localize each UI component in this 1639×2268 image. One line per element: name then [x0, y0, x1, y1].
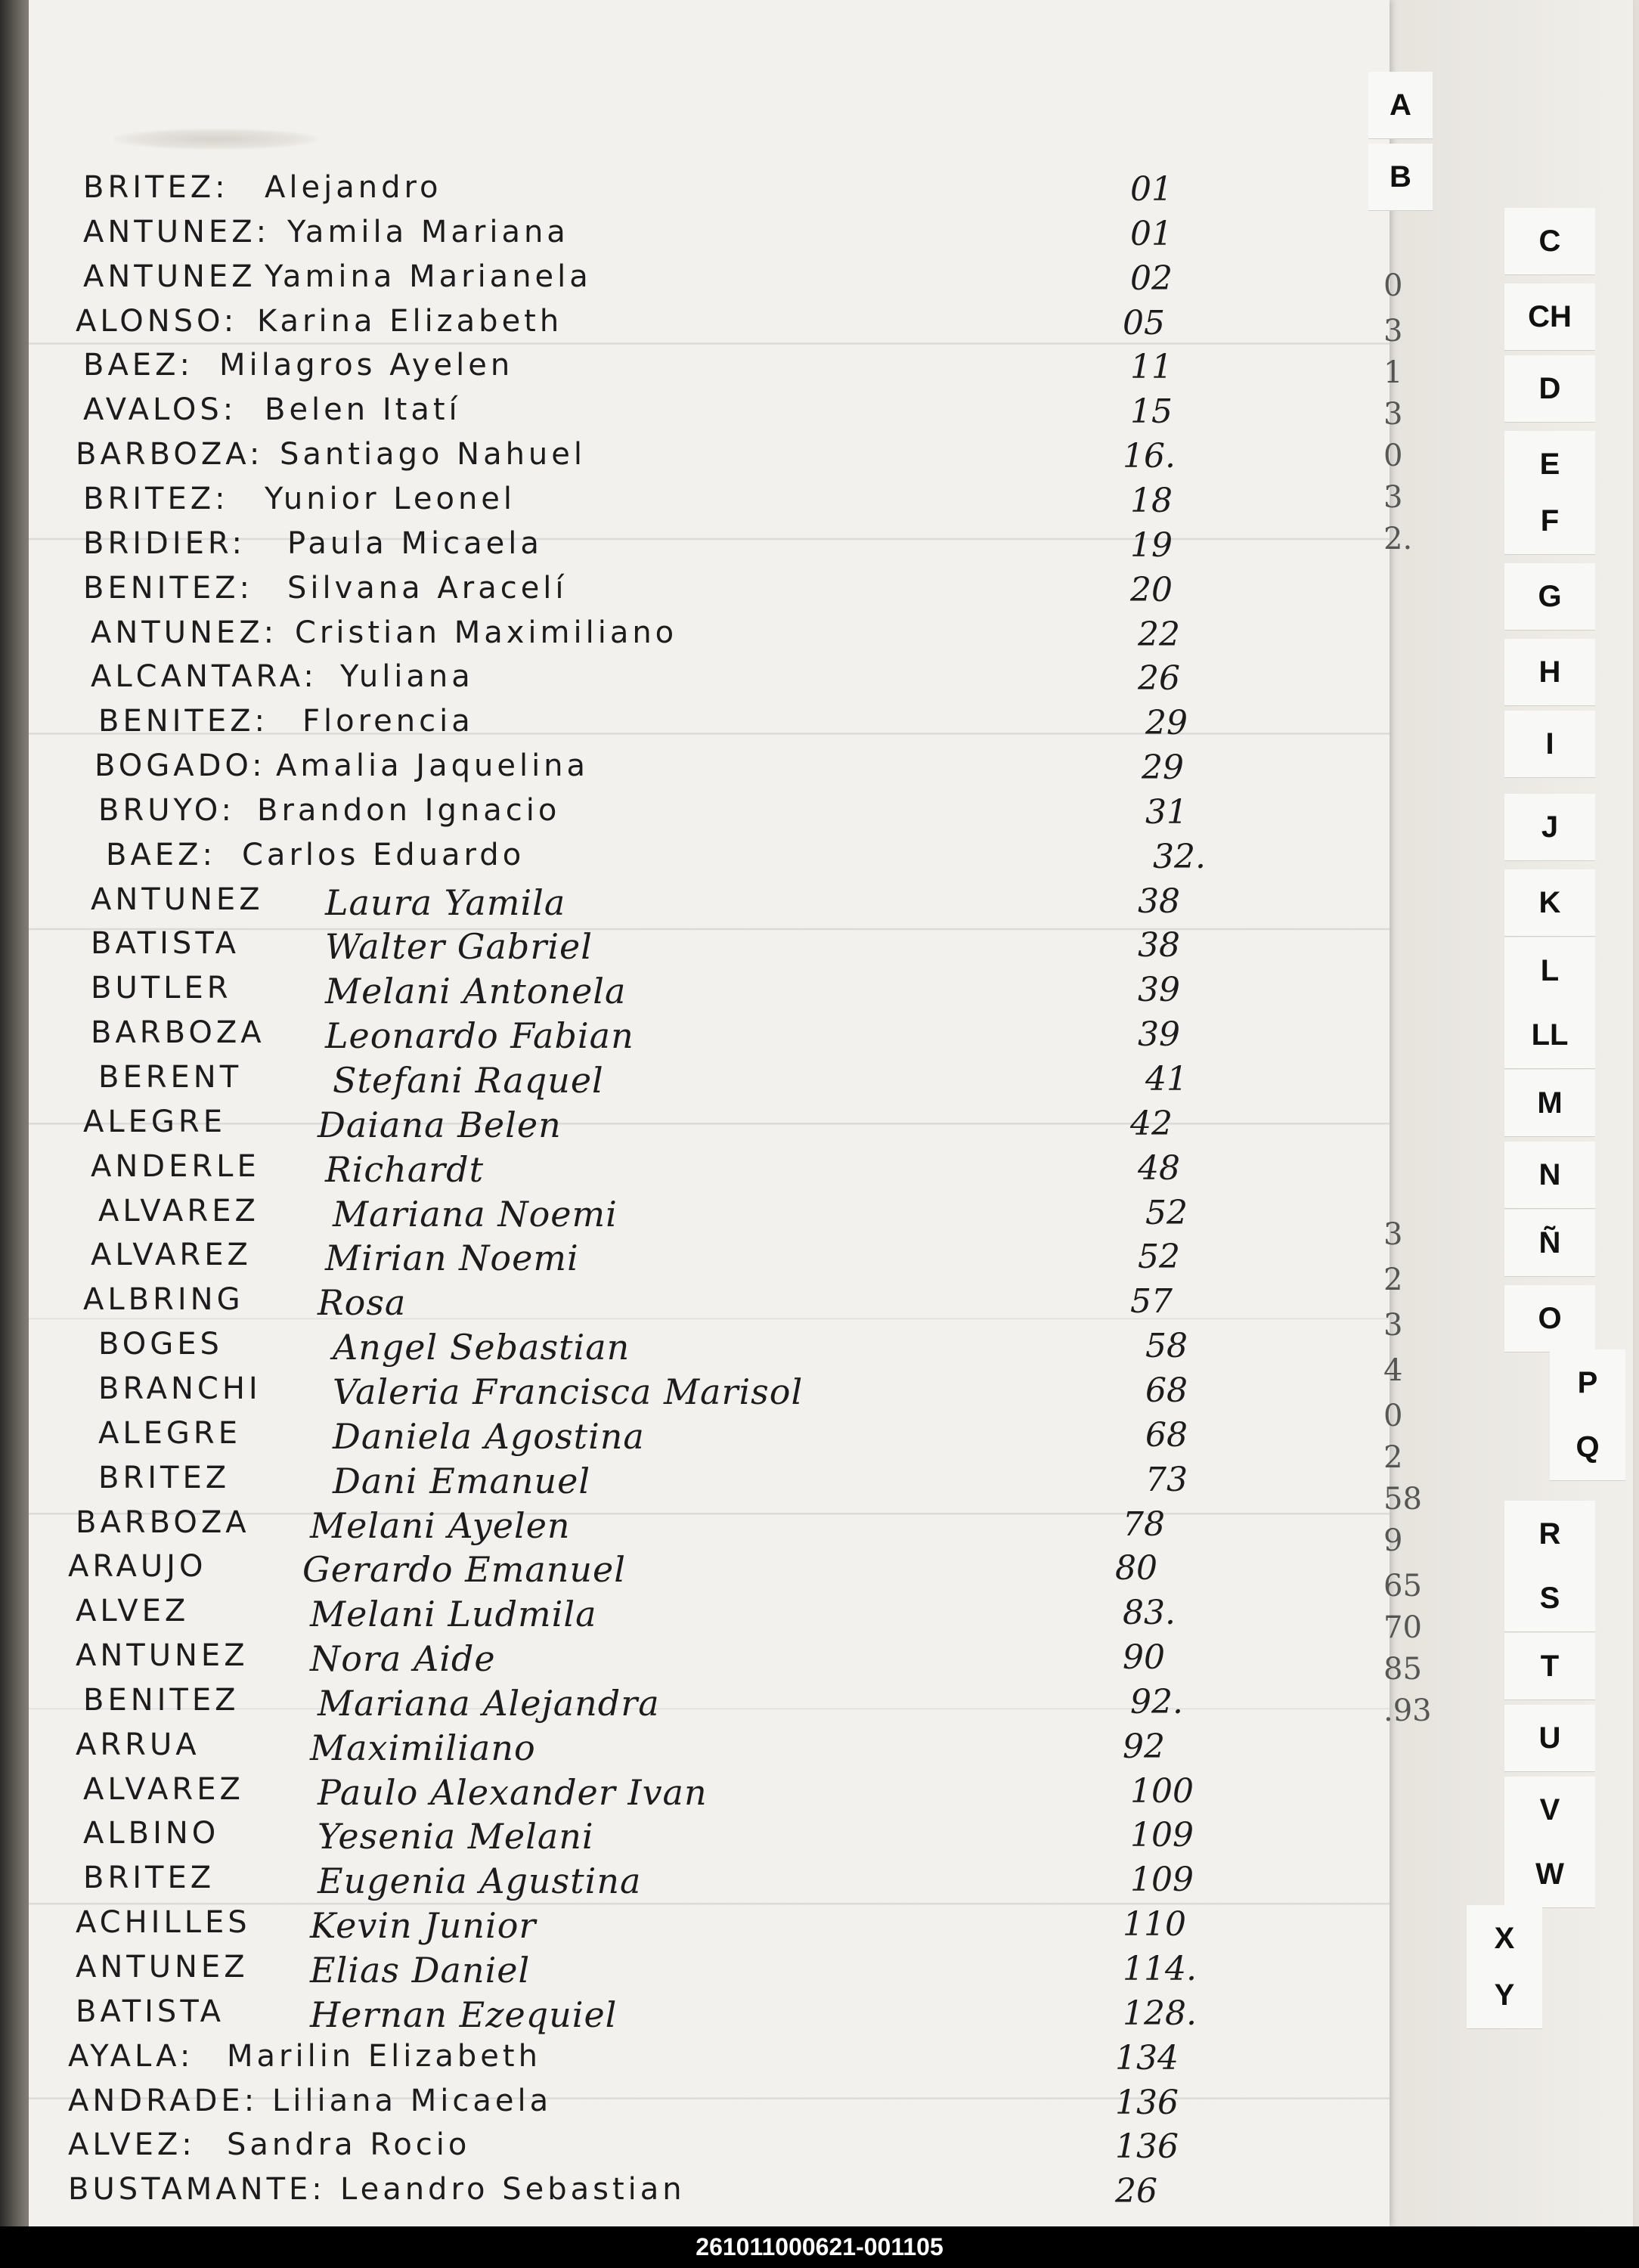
entry-surname: BAEZ: [83, 348, 194, 383]
entry-surname: BRITEZ: [83, 170, 229, 205]
entry-number: 29 [1142, 748, 1184, 788]
entry-surname: ACHILLES [76, 1905, 251, 1941]
entry-number: 109 [1130, 1861, 1194, 1900]
entry-number: 92 [1123, 1727, 1165, 1766]
entry-number: 109 [1130, 1816, 1194, 1855]
entry-surname: BARBOZA [76, 1504, 250, 1540]
entry-number: 02 [1130, 259, 1173, 298]
scan-footer-bar [0, 2226, 1639, 2268]
document-id: 261011000621-001105 [696, 2233, 943, 2260]
margin-mark: 0 [1383, 1399, 1403, 1433]
entry-surname: BERENT [98, 1060, 243, 1095]
entry-number: 136 [1115, 2127, 1179, 2167]
entry-given-names: Eugenia Agustina [318, 1861, 642, 1902]
margin-mark: 3 [1383, 397, 1403, 432]
entry-number: 73 [1145, 1460, 1188, 1499]
entry-number: 114. [1123, 1950, 1197, 1988]
entry-surname: ALVEZ: [68, 2127, 196, 2163]
entry-given-names: Richardt [325, 1148, 485, 1190]
list-entry [76, 1683, 1315, 1725]
entry-given-names: Maximiliano [310, 1727, 536, 1768]
margin-mark: 3 [1383, 1308, 1403, 1343]
entry-surname: BRITEZ [98, 1460, 231, 1495]
margin-mark: 3 [1383, 1217, 1403, 1252]
entry-given-names: Daniela Agostina [333, 1415, 645, 1457]
entry-number: 41 [1145, 1060, 1188, 1098]
entry-surname: ALVAREZ [83, 1771, 244, 1807]
entry-given-names: Yamila Mariana [287, 214, 569, 249]
entry-given-names: Florencia [302, 704, 474, 739]
entry-number: 92. [1130, 1682, 1183, 1721]
list-entry [91, 1371, 1331, 1414]
index-tab[interactable] [1504, 1565, 1595, 1632]
entry-given-names: Melani Antonela [325, 971, 627, 1012]
entry-surname: BATISTA [91, 926, 240, 962]
index-tab-letter: V [1539, 1792, 1560, 1826]
list-entry [60, 1549, 1300, 1591]
margin-mark: 3 [1383, 480, 1403, 515]
list-entry [91, 704, 1331, 746]
entry-given-names: Melani Ludmila [310, 1594, 597, 1635]
index-tab-letter: T [1540, 1649, 1560, 1683]
entry-number: 18 [1130, 481, 1173, 520]
margin-mark: 4 [1383, 1353, 1403, 1388]
entry-number: 48 [1138, 1148, 1180, 1188]
entry-given-names: Rosa [318, 1282, 407, 1324]
entry-surname: ANDERLE [91, 1148, 260, 1184]
entry-number: 52 [1138, 1238, 1180, 1277]
index-tab-letter: Q [1575, 1430, 1600, 1464]
entry-given-names: Brandon Ignacio [257, 792, 561, 828]
entry-given-names: Yuliana [340, 659, 474, 695]
entry-given-names: Leandro Sebastian [340, 2172, 686, 2208]
index-tab-letter: N [1538, 1157, 1561, 1191]
entry-given-names: Paulo Alexander Ivan [318, 1771, 708, 1813]
list-entry [76, 526, 1315, 569]
entry-given-names: Nora Aide [310, 1638, 496, 1680]
entry-surname: BAEZ: [106, 837, 216, 872]
entry-number: 68 [1145, 1415, 1188, 1455]
index-tab[interactable] [1504, 563, 1595, 631]
list-entry [76, 1772, 1315, 1814]
margin-mark: 85 [1383, 1652, 1422, 1687]
margin-mark: 58 [1383, 1482, 1422, 1517]
index-tab[interactable] [1504, 1002, 1595, 1069]
entry-number: 15 [1130, 392, 1173, 432]
entry-given-names: Santiago Nahuel [280, 437, 586, 472]
entry-number: 52 [1145, 1193, 1188, 1232]
list-entry [98, 838, 1338, 880]
list-entry [91, 1327, 1331, 1369]
list-entry [60, 2084, 1300, 2126]
index-tab-letter: F [1540, 503, 1560, 538]
margin-mark: 2. [1383, 522, 1413, 556]
list-entry [83, 971, 1323, 1013]
entry-given-names: Daiana Belen [318, 1104, 562, 1145]
list-entry [60, 2172, 1300, 2214]
entry-number: 26 [1138, 659, 1180, 699]
entry-number: 01 [1130, 170, 1173, 209]
index-tab[interactable] [1504, 937, 1595, 1005]
index-tab[interactable] [1504, 1705, 1595, 1772]
entry-number: 57 [1130, 1282, 1173, 1321]
list-entry [83, 926, 1323, 968]
margin-mark: 0 [1383, 438, 1403, 473]
list-entry [87, 748, 1327, 791]
index-tab-letter: K [1538, 885, 1561, 919]
list-entry [76, 259, 1315, 302]
list-entry [68, 1594, 1308, 1636]
entry-given-names: Silvana Aracelí [287, 570, 568, 606]
list-entry [68, 1638, 1308, 1681]
index-tab[interactable] [1550, 1349, 1625, 1417]
index-tab[interactable] [1368, 72, 1433, 139]
entry-surname: AVALOS: [83, 392, 237, 428]
entry-given-names: Mariana Alejandra [318, 1682, 660, 1724]
index-tab-letter: C [1538, 224, 1561, 258]
entry-surname: ALBRING [83, 1282, 244, 1318]
entry-number: 136 [1115, 2083, 1179, 2122]
entry-given-names: Kevin Junior [310, 1905, 537, 1947]
entry-number: 19 [1130, 525, 1173, 565]
index-tab-letter: M [1537, 1086, 1563, 1120]
index-tab-letter: A [1390, 88, 1411, 122]
list-entry [76, 1816, 1315, 1858]
entry-surname: BENITEZ: [83, 570, 254, 606]
entry-given-names: Mariana Noemi [333, 1193, 618, 1235]
entry-number: 39 [1138, 971, 1180, 1010]
entry-surname: BOGES [98, 1327, 223, 1362]
entry-given-names: Belen Itatí [265, 392, 461, 428]
list-entry [76, 215, 1315, 257]
list-entry [83, 882, 1323, 925]
index-tab[interactable] [1504, 488, 1595, 555]
index-tab[interactable] [1504, 869, 1595, 937]
entry-given-names: Paula Micaela [287, 525, 543, 561]
entry-surname: BARBOZA [91, 1015, 265, 1051]
index-tab[interactable] [1368, 144, 1433, 211]
index-tab-letter: P [1577, 1365, 1598, 1399]
entry-number: 20 [1130, 570, 1173, 609]
entry-number: 83. [1123, 1594, 1176, 1633]
entry-number: 11 [1130, 348, 1173, 387]
entry-surname: ANDRADE: [68, 2083, 259, 2118]
list-entry [76, 348, 1315, 390]
entry-number: 32. [1153, 837, 1206, 876]
list-entry [60, 2127, 1300, 2170]
list-entry [76, 1282, 1315, 1325]
index-tab-letter: I [1545, 727, 1554, 761]
entry-number: 58 [1145, 1327, 1188, 1366]
index-tab[interactable] [1504, 1777, 1595, 1844]
entry-surname: ALONSO: [76, 303, 238, 339]
entry-given-names: Marilin Elizabeth [227, 2038, 541, 2074]
list-entry [76, 1861, 1315, 1903]
entry-number: 31 [1145, 792, 1188, 832]
entry-surname: ARRUA [76, 1727, 200, 1762]
entry-number: 42 [1130, 1104, 1173, 1143]
entry-surname: ALVAREZ [91, 1238, 252, 1273]
index-tab[interactable] [1504, 208, 1595, 275]
margin-mark: 65 [1383, 1569, 1422, 1603]
entry-surname: ANTUNEZ [76, 1638, 249, 1674]
entry-given-names: Elias Daniel [310, 1950, 531, 1991]
index-tab-letter: W [1535, 1857, 1564, 1891]
entry-number: 110 [1123, 1905, 1186, 1944]
entry-given-names: Alejandro [265, 170, 442, 205]
entry-surname: BRANCHI [98, 1371, 262, 1406]
entry-surname: ALCANTARA: [91, 659, 318, 695]
entry-given-names: Gerardo Emanuel [302, 1549, 626, 1591]
entry-given-names: Amalia Jaquelina [276, 748, 590, 784]
entry-surname: ALBINO [83, 1816, 220, 1851]
entry-given-names: Liliana Micaela [272, 2083, 553, 2118]
entry-surname: ARAUJO [68, 1549, 207, 1585]
margin-mark: 2 [1383, 1440, 1403, 1475]
entry-given-names: Dani Emanuel [333, 1460, 591, 1501]
entry-given-names: Milagros Ayelen [219, 348, 514, 383]
entry-number: 100 [1130, 1771, 1194, 1811]
list-entry [83, 1238, 1323, 1280]
list-entry [76, 392, 1315, 435]
list-entry [83, 1015, 1323, 1058]
index-tab[interactable] [1467, 1962, 1542, 2029]
entry-given-names: Yunior Leonel [265, 481, 516, 516]
list-entry [83, 1149, 1323, 1191]
index-tab-letter: R [1538, 1517, 1561, 1551]
list-entry [83, 615, 1323, 658]
entry-surname: BRITEZ: [83, 481, 229, 516]
index-tab-letter: U [1538, 1721, 1561, 1755]
list-entry [76, 482, 1315, 524]
index-tab[interactable] [1504, 1285, 1595, 1352]
list-entry [76, 1105, 1315, 1147]
entry-surname: ANTUNEZ [76, 1950, 249, 1984]
entry-surname: ALVAREZ [98, 1193, 259, 1228]
entry-given-names: Leonardo Fabian [325, 1015, 634, 1057]
entry-surname: ANTUNEZ: [91, 615, 278, 650]
list-entry [83, 659, 1323, 702]
index-tab[interactable] [1504, 639, 1595, 706]
entry-surname: BUTLER [91, 971, 232, 1006]
margin-mark: 2 [1383, 1263, 1403, 1297]
list-entry [68, 1727, 1308, 1770]
entry-surname: ANTUNEZ [91, 881, 264, 917]
list-entry [76, 170, 1315, 212]
entry-surname: BRIDIER: [83, 525, 246, 561]
index-tab-letter: Ñ [1538, 1225, 1561, 1259]
entry-given-names: Karina Elizabeth [257, 303, 563, 339]
index-tab[interactable] [1504, 1070, 1595, 1137]
list-entry [91, 1416, 1331, 1458]
entry-number: 22 [1138, 615, 1180, 654]
entry-number: 90 [1123, 1638, 1165, 1678]
index-tab[interactable] [1504, 284, 1595, 351]
entry-given-names: Stefani Raquel [333, 1060, 604, 1101]
margin-mark: .93 [1383, 1693, 1432, 1728]
entry-surname: BRITEZ [83, 1861, 215, 1896]
entry-surname: ALEGRE [98, 1415, 241, 1451]
entry-number: 26 [1115, 2172, 1157, 2211]
list-entry [68, 437, 1308, 479]
index-tab-letter: S [1539, 1581, 1560, 1615]
entry-surname: BUSTAMANTE: [68, 2172, 326, 2208]
entry-number: 134 [1115, 2038, 1179, 2077]
margin-mark: 70 [1383, 1610, 1422, 1645]
entry-surname: ANTUNEZ [83, 259, 256, 294]
entry-surname: AYALA: [68, 2038, 194, 2074]
entry-number: 78 [1123, 1504, 1165, 1544]
entry-given-names: Valeria Francisca Marisol [333, 1371, 804, 1412]
entry-surname: ANTUNEZ: [83, 214, 271, 249]
index-tab[interactable] [1504, 794, 1595, 861]
alphabet-index-strip [1361, 0, 1600, 2226]
list-entry [68, 1905, 1308, 1947]
index-tab-letter: LL [1531, 1018, 1569, 1052]
list-entry [91, 1060, 1331, 1102]
margin-mark: 0 [1383, 268, 1403, 303]
list-entry [68, 1994, 1308, 2037]
index-tab-letter: G [1538, 579, 1562, 613]
margin-mark: 9 [1383, 1523, 1403, 1558]
entry-surname: ALEGRE [83, 1104, 226, 1139]
index-tab[interactable] [1504, 1210, 1595, 1277]
entry-surname: BRUYO: [98, 792, 236, 828]
index-tab-letter: E [1539, 447, 1560, 481]
entry-given-names: Melani Ayelen [310, 1504, 571, 1546]
entry-number: 05 [1123, 303, 1165, 342]
index-tab-letter: CH [1528, 299, 1572, 333]
index-tab-letter: L [1540, 953, 1560, 987]
entry-given-names: Angel Sebastian [333, 1327, 631, 1368]
list-entry [60, 2039, 1300, 2081]
index-tab[interactable] [1504, 1501, 1595, 1568]
entry-number: 29 [1145, 704, 1188, 743]
entry-surname: BATISTA [76, 1994, 225, 2029]
entry-surname: BENITEZ [83, 1682, 240, 1718]
list-entry [76, 571, 1315, 613]
entry-number: 128. [1123, 1994, 1197, 2033]
index-tab-letter: B [1390, 160, 1411, 194]
index-tab[interactable] [1504, 1142, 1595, 1209]
list-entry [68, 1950, 1308, 1992]
entry-number: 38 [1138, 926, 1180, 965]
index-tab-letter: D [1538, 371, 1561, 405]
entry-given-names: Sandra Rocio [227, 2127, 471, 2163]
entry-surname: BARBOZA: [76, 437, 264, 472]
entry-given-names: Mirian Noemi [325, 1238, 579, 1279]
entry-surname: BENITEZ: [98, 704, 269, 739]
index-tab[interactable] [1504, 355, 1595, 423]
entry-surname: ALVEZ [76, 1594, 190, 1629]
entry-given-names: Laura Yamila [325, 881, 566, 923]
entry-number: 01 [1130, 214, 1173, 253]
index-tab-letter: H [1538, 655, 1561, 689]
index-tab[interactable] [1550, 1414, 1625, 1481]
entry-given-names: Carlos Eduardo [242, 837, 525, 872]
entry-given-names: Cristian Maximiliano [295, 615, 678, 650]
margin-mark: 3 [1383, 314, 1403, 349]
margin-mark: 1 [1383, 355, 1403, 390]
index-tab-letter: O [1538, 1301, 1562, 1335]
entry-number: 38 [1138, 881, 1180, 921]
entry-number: 39 [1138, 1015, 1180, 1055]
entry-given-names: Yesenia Melani [318, 1816, 594, 1857]
entry-given-names: Walter Gabriel [325, 926, 593, 968]
entry-given-names: Hernan Ezequiel [310, 1994, 618, 2035]
index-tab-letter: X [1494, 1921, 1515, 1955]
index-tab[interactable] [1504, 711, 1595, 778]
list-entry [91, 793, 1331, 835]
entry-number: 16. [1123, 437, 1176, 476]
entry-given-names: Yamina Marianela [265, 259, 592, 294]
index-tab[interactable] [1504, 1841, 1595, 1908]
index-tab-letter: J [1541, 810, 1559, 844]
entry-number: 80 [1115, 1549, 1157, 1588]
entry-surname: BOGADO: [94, 748, 266, 784]
index-tab[interactable] [1504, 1633, 1595, 1700]
list-entry [91, 1194, 1331, 1236]
list-entry [91, 1461, 1331, 1503]
entry-number: 68 [1145, 1371, 1188, 1410]
list-entry [68, 1505, 1308, 1548]
list-entry [68, 304, 1308, 346]
index-tab-letter: Y [1494, 1978, 1515, 2012]
